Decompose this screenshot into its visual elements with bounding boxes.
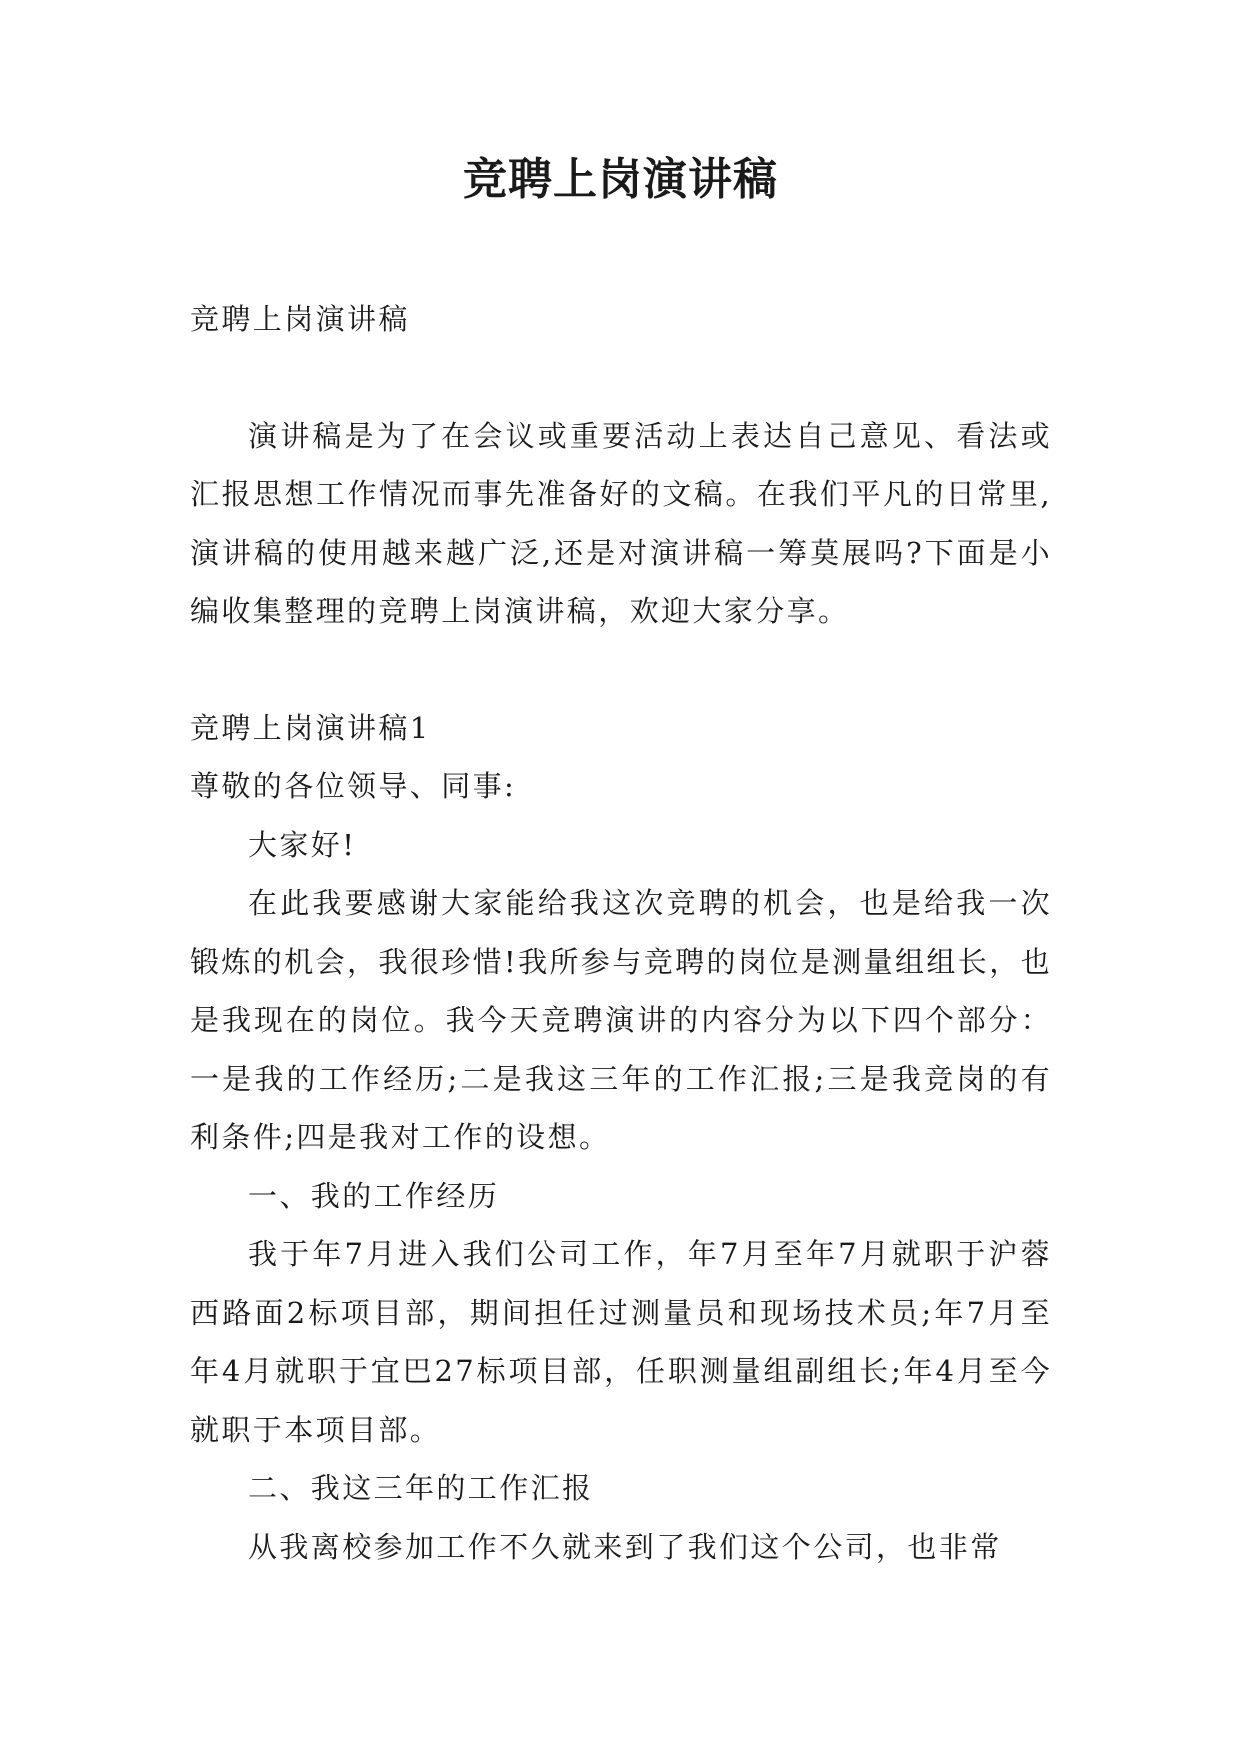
- thanks-paragraph: 在此我要感谢大家能给我这次竞聘的机会，也是给我一次锻炼的机会，我很珍惜!我所参与竞聘的岗位是测量组组长，也是我现在的岗位。我今天竞聘演讲的内容分为以下四个部分：一是我的工作经历;二是我这三年的工作汇报;三是我竞岗的有利条件;四是我对工作的设想。: [190, 886, 1052, 1154]
- document-title: 竞聘上岗演讲稿: [463, 154, 778, 205]
- report-paragraph: 从我离校参加工作不久就来到了我们这个公司，也非常: [248, 1529, 1002, 1564]
- experience-paragraph: 我于年7月进入我们公司工作，年7月至年7月就职于沪蓉西路面2标项目部，期间担任过测量员和现场技术员;年7月至年4月就职于宜巴27标项目部，任职测量组副组长;年4月至今就职于本项目部。: [190, 1237, 1052, 1447]
- salutation: 尊敬的各位领导、同事:: [190, 769, 517, 803]
- subtitle: 竞聘上岗演讲稿: [190, 302, 410, 336]
- intro-paragraph: 演讲稿是为了在会议或重要活动上表达自己意见、看法或汇报思想工作情况而事先准备好的文稿。在我们平凡的日常里,演讲稿的使用越来越广泛,还是对演讲稿一筹莫展吗?下面是小编收集整理的竞聘上岗演讲稿，欢迎大家分享。: [190, 418, 1052, 628]
- heading-work-experience: 一、我的工作经历: [248, 1178, 500, 1213]
- section-title: 竞聘上岗演讲稿1: [190, 710, 431, 745]
- document-body: [190, 290, 1052, 1576]
- greeting: 大家好!: [248, 827, 357, 862]
- heading-work-report: 二、我这三年的工作汇报: [248, 1471, 594, 1505]
